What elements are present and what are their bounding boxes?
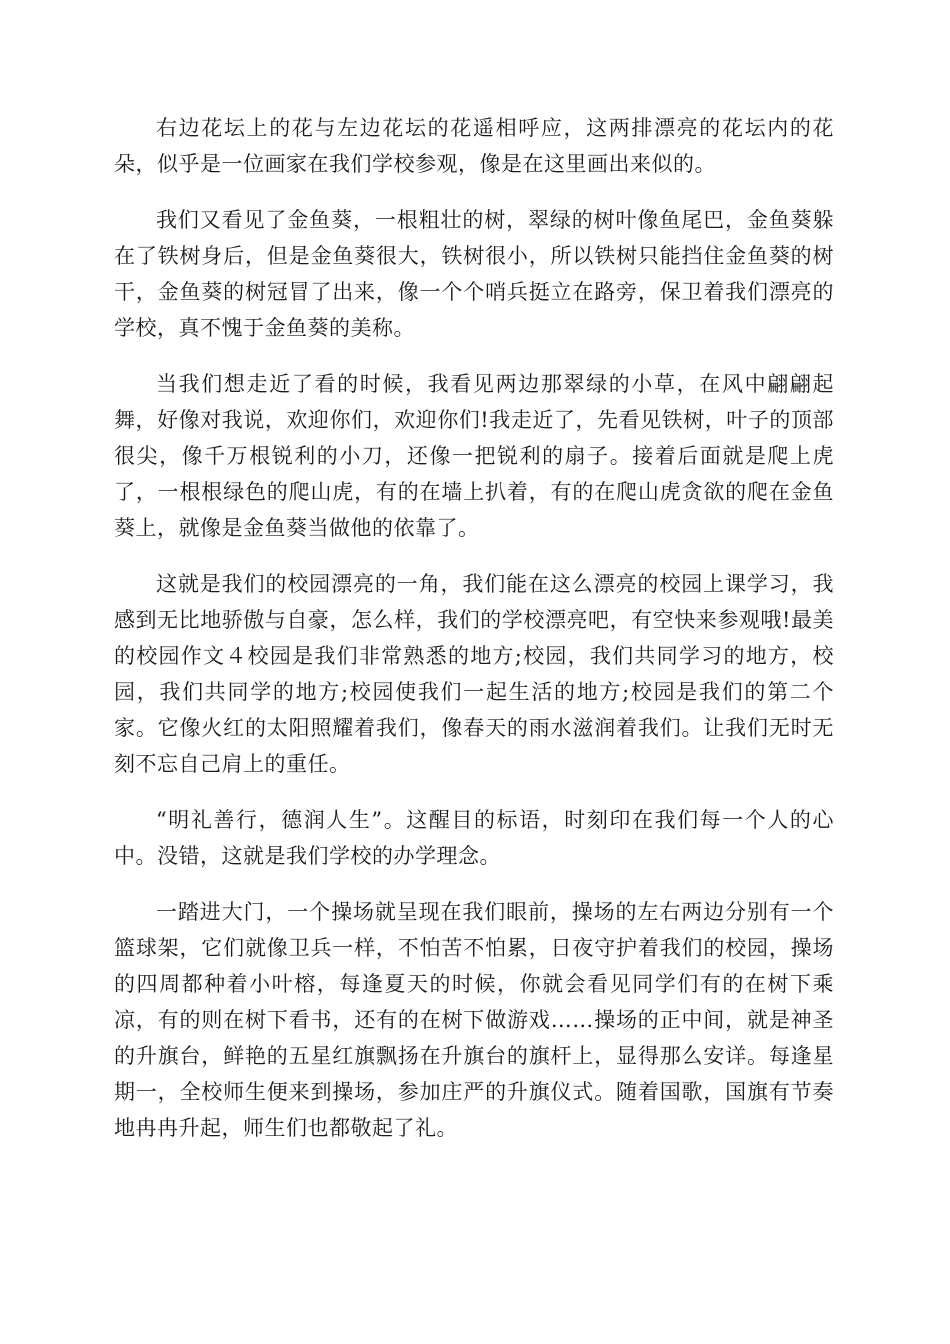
document-body (114, 110, 834, 1166)
paragraph-6: 一踏进大门，一个操场就呈现在我们眼前，操场的左右两边分别有一个篮球架，它们就像卫兵一样，不怕苦不怕累，日夜守护着我们的校园，操场的四周都种着小叶榕，每逢夏天的时候，你就会看见同学们有的在树下乘凉，有的则在树下看书，还有的在树下做游戏……操场的正中间，就是神圣的升旗台，鲜艳的五星红旗飘扬在升旗台的旗杆上，显得那么安详。每逢星期一，全校师生便来到操场，参加庄严的升旗仪式。随着国歌，国旗有节奏地冉冉升起，师生们也都敬起了礼。 (114, 900, 834, 1140)
paragraph-2: 我们又看见了金鱼葵，一根粗壮的树，翠绿的树叶像鱼尾巴，金鱼葵躲在了铁树身后，但是金鱼葵很大，铁树很小，所以铁树只能挡住金鱼葵的树干，金鱼葵的树冠冒了出来，像一个个哨兵挺立在路旁，保卫着我们漂亮的学校，真不愧于金鱼葵的美称。 (114, 208, 834, 340)
paragraph-4: 这就是我们的校园漂亮的一角，我们能在这么漂亮的校园上课学习，我感到无比地骄傲与自豪，怎么样，我们的学校漂亮吧，有空快来参观哦!最美的校园作文４校园是我们非常熟悉的地方;校园，我们共同学习的地方，校园，我们共同学的地方;校园使我们一起生活的地方;校园是我们的第二个家。它像火红的太阳照耀着我们，像春天的雨水滋润着我们。让我们无时无刻不忘自己肩上的重任。 (114, 572, 834, 776)
paragraph-5: “明礼善行，德润人生”。这醒目的标语，时刻印在我们每一个人的心中。没错，这就是我们学校的办学理念。 (114, 808, 834, 868)
paragraph-1: 右边花坛上的花与左边花坛的花遥相呼应，这两排漂亮的花坛内的花朵，似乎是一位画家在我们学校参观，像是在这里画出来似的。 (114, 116, 834, 176)
paragraph-3: 当我们想走近了看的时候，我看见两边那翠绿的小草，在风中翩翩起舞，好像对我说，欢迎你们，欢迎你们!我走近了，先看见铁树，叶子的顶部很尖，像千万根锐利的小刀，还像一把锐利的扇子。接着后面就是爬上虎了，一根根绿色的爬山虎，有的在墙上扒着，有的在爬山虎贪欲的爬在金鱼葵上，就像是金鱼葵当做他的依靠了。 (114, 372, 834, 540)
